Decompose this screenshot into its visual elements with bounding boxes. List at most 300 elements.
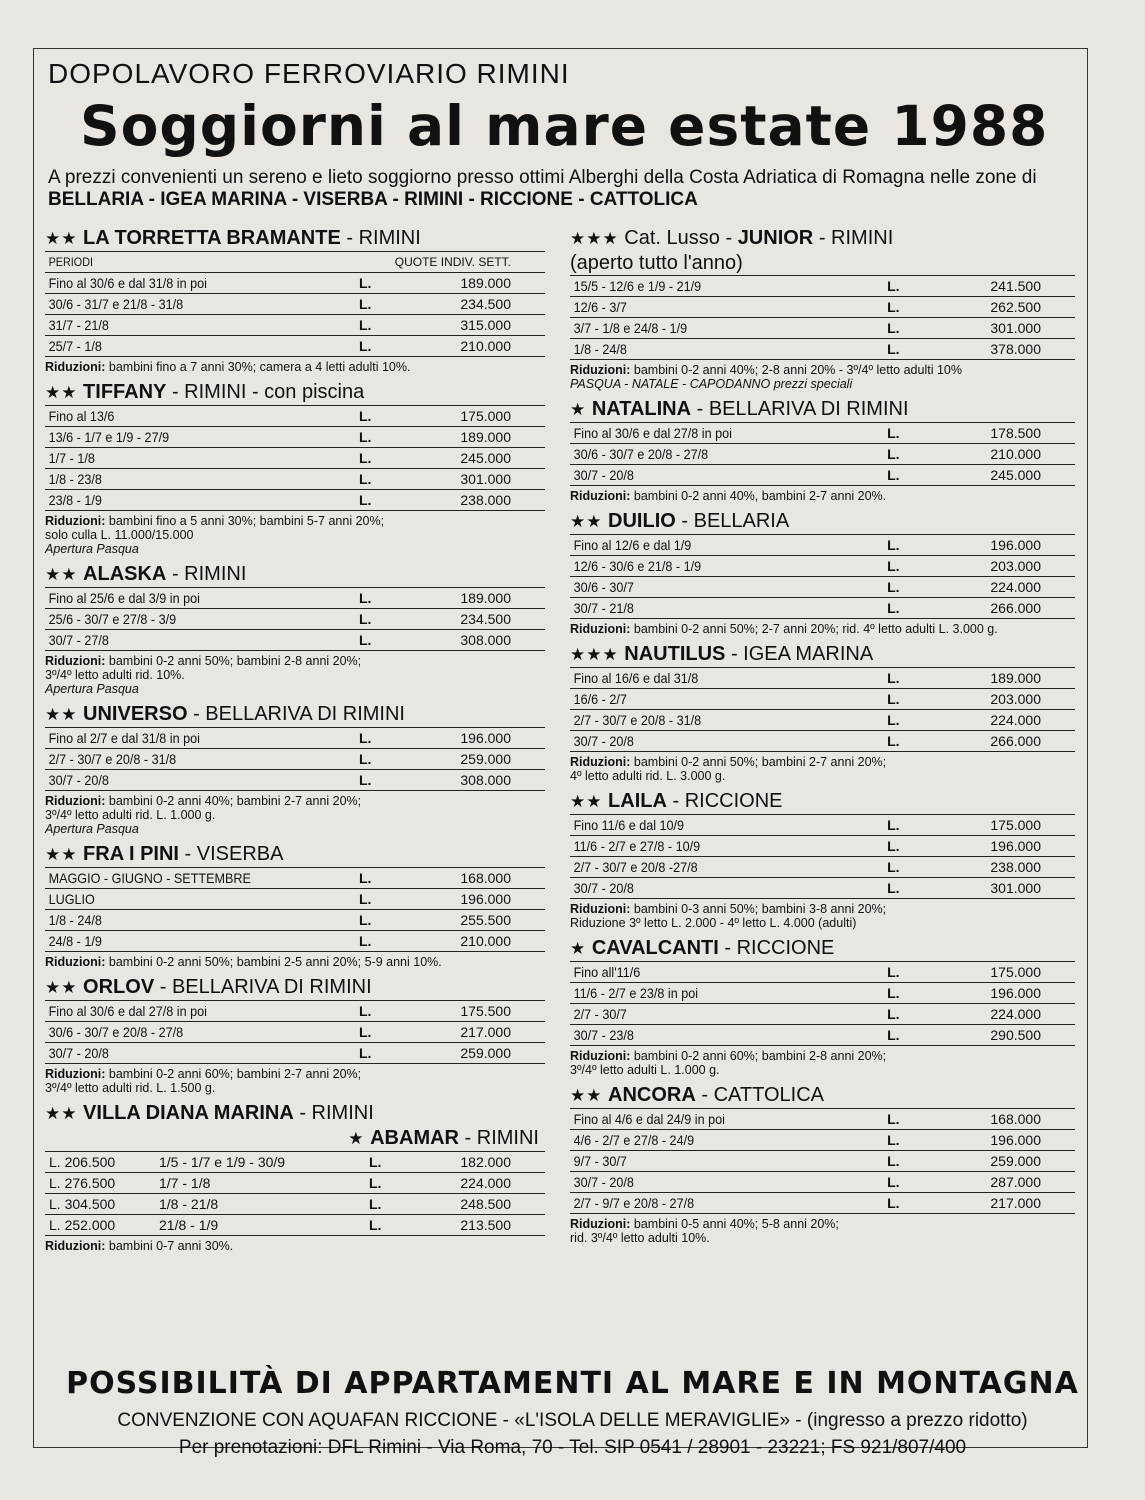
reductions-text: bambini fino a 5 anni 30%; bambini 5-7 anni 20%; [108,514,385,528]
rate-row [570,535,1075,556]
period: 30/6 - 30/7 e 20/8 - 27/8 [570,444,852,465]
period: 30/7 - 20/8 [570,878,852,899]
price: 189.000 [395,427,545,448]
rate-row [45,1194,545,1215]
price: 301.000 [923,878,1075,899]
period: LUGLIO [45,889,324,910]
reductions-note [45,654,545,696]
reductions-line: 3º/4º letto adulti L. 1.000 g. [570,1063,720,1077]
hotel-header [570,789,1075,814]
rate-row [570,815,1075,836]
period: 30/7 - 20/8 [570,731,852,752]
header-quotes: QUOTE INDIV. SETT. [355,252,545,273]
price: 259.000 [395,749,545,770]
reductions-note [570,755,1075,783]
special-note: Apertura Pasqua [45,542,139,556]
period: 30/7 - 20/8 [45,770,324,791]
currency: L. [883,465,923,486]
period: Fino al 4/6 e dal 24/9 in poi [570,1109,852,1130]
price: 189.000 [395,588,545,609]
hotel-header [45,842,545,867]
currency: L. [355,1001,395,1022]
rate-row [570,836,1075,857]
rate-row [570,731,1075,752]
period: MAGGIO - GIUGNO - SETTEMBRE [45,868,324,889]
hotel-location: - BELLARIVA DI RIMINI [154,976,372,998]
rate-row [45,630,545,651]
rate-table [570,1108,1075,1214]
rate-row [45,1001,545,1022]
rate-table [45,251,545,357]
rate-row [45,427,545,448]
rate-row [570,710,1075,731]
star-rating: ★ [570,939,587,958]
rate-table [570,534,1075,619]
rate-table [570,814,1075,899]
period: 13/6 - 1/7 e 1/9 - 27/9 [45,427,324,448]
hotel-location: - RICCIONE [718,937,835,959]
period: 3/7 - 1/8 e 24/8 - 1/9 [570,318,852,339]
star-rating: ★★ [570,792,603,811]
period: 2/7 - 30/7 e 20/8 - 31/8 [570,710,852,731]
rate-row [45,770,545,791]
hotel-orlov [45,975,545,1095]
period: 25/7 - 1/8 [45,336,324,357]
hotel-villa-diana-abamar [45,1101,545,1253]
hotel-name: ANCORA [608,1084,696,1106]
hotel-name: FRA I PINI [83,843,179,865]
reductions-line: rid. 3º/4º letto adulti 10%. [570,1231,710,1245]
rate-row [570,962,1075,983]
rate-row [570,1172,1075,1193]
rate-row [45,1043,545,1064]
reductions-note [45,794,545,836]
abamar-period: 1/5 - 1/7 e 1/9 - 30/9 [155,1152,365,1173]
price: 210.000 [923,444,1075,465]
intro-sentence: A prezzi convenienti un sereno e lieto soggiorno presso ottimi Alberghi della Costa Adriatica di Romagna nelle zone di [48,167,1037,188]
price: 196.000 [395,728,545,749]
price: 255.500 [395,910,545,931]
abamar-period: 1/8 - 21/8 [155,1194,365,1215]
price: 241.500 [923,276,1075,297]
intro-zones: BELLARIA - IGEA MARINA - VISERBA - RIMINI - RICCIONE - CATTOLICA [48,189,698,210]
rate-row [570,1151,1075,1172]
reductions-label: Riduzioni: [45,360,106,374]
price: 168.000 [395,868,545,889]
booking-contact: Per prenotazioni: DFL Rimini - Via Roma, 70 - Tel. SIP 0541 / 28901 - 23221; FS 921/807/400 [178,1437,967,1458]
currency: L. [883,689,923,710]
currency: L. [883,710,923,731]
star-rating: ★★ [45,978,78,997]
period: 30/7 - 20/8 [570,465,852,486]
reductions-text: bambini fino a 7 anni 30%; camera a 4 letti adulti 10%. [108,360,411,374]
rate-row [570,689,1075,710]
rate-row [570,668,1075,689]
currency: L. [355,588,395,609]
period: 12/6 - 3/7 [570,297,852,318]
rate-row [45,1215,545,1236]
period: 11/6 - 2/7 e 23/8 in poi [570,983,852,1004]
rate-table [45,867,545,952]
reductions-note [45,1067,545,1095]
rate-table [570,667,1075,752]
reductions-text: bambini 0-2 anni 40%; bambini 2-7 anni 20%; [108,794,362,808]
currency: L. [355,273,395,294]
reductions-label: Riduzioni: [45,955,106,969]
right-column [570,226,1075,1251]
currency: L. [883,1151,923,1172]
hotel-category: Cat. Lusso - [624,227,738,249]
rate-row [45,749,545,770]
period: 30/6 - 31/7 e 21/8 - 31/8 [45,294,324,315]
rate-row [570,423,1075,444]
rate-table [45,1000,545,1064]
star-rating: ★★ [45,845,78,864]
rate-row [45,490,545,511]
rate-row [45,889,545,910]
hotel-location: - CATTOLICA [695,1084,824,1106]
currency: L. [355,609,395,630]
currency: L. [883,297,923,318]
abamar-price: 213.500 [405,1215,545,1236]
hotel-name: ORLOV [83,976,155,998]
reductions-text: bambini 0-5 anni 40%; 5-8 anni 20%; [633,1217,839,1231]
currency: L. [883,1025,923,1046]
reductions-line [45,1067,545,1081]
currency: L. [883,1172,923,1193]
hotel-alaska [45,562,545,696]
reductions-text: bambini 0-2 anni 40%, bambini 2-7 anni 20%. [633,489,887,503]
period: 30/7 - 20/8 [45,1043,324,1064]
period: 30/7 - 23/8 [570,1025,852,1046]
currency: L. [883,318,923,339]
star-rating: ★★ [45,565,78,584]
star-rating: ★★ [45,705,78,724]
price: 378.000 [923,339,1075,360]
period: 24/8 - 1/9 [45,931,324,952]
star-rating: ★★★ [570,645,619,664]
hotel-location: - RIMINI [459,1127,539,1149]
hotel-universo [45,702,545,836]
price: 175.000 [923,815,1075,836]
price: 196.000 [923,1130,1075,1151]
hotel-header [45,562,545,587]
hotel-name: JUNIOR [737,227,814,249]
period: 1/8 - 24/8 [570,339,852,360]
rate-row [45,336,545,357]
hotel-name: TIFFANY [83,381,167,403]
period: 16/6 - 2/7 [570,689,852,710]
hotel-name: CAVALCANTI [591,937,719,959]
currency: L. [883,276,923,297]
hotel-tiffany [45,380,545,556]
currency: L. [883,857,923,878]
abamar-price: 182.000 [405,1152,545,1173]
hotel-location: - VISERBA [178,843,284,865]
price: 196.000 [923,983,1075,1004]
rate-table-header [45,252,545,273]
abamar-price: 224.000 [405,1173,545,1194]
currency: L. [355,749,395,770]
hotel-location: - IGEA MARINA [725,643,874,665]
price: 210.000 [395,931,545,952]
hotel-header [45,702,545,727]
reductions-note [45,1239,545,1253]
hotel-location: - BELLARIVA DI RIMINI [691,398,909,420]
currency: L. [365,1215,405,1236]
period: 31/7 - 21/8 [45,315,324,336]
special-note: Apertura Pasqua [45,682,139,696]
period: Fino al 2/7 e dal 31/8 in poi [45,728,324,749]
period: 1/8 - 24/8 [45,910,324,931]
reductions-note [45,955,545,969]
period: 4/6 - 2/7 e 27/8 - 24/9 [570,1130,852,1151]
currency: L. [355,427,395,448]
reductions-label: Riduzioni: [45,794,106,808]
special-note: PASQUA - NATALE - CAPODANNO prezzi speciali [570,377,853,391]
hotel-header [570,397,1075,422]
hotel-location: - RIMINI [813,227,894,249]
price: 234.500 [395,294,545,315]
hotel-header [45,226,545,251]
period: 23/8 - 1/9 [45,490,324,511]
reductions-text: bambini 0-3 anni 50%; bambini 3-8 anni 20%; [633,902,887,916]
rate-row [45,1022,545,1043]
apartments-banner: POSSIBILITÀ DI APPARTAMENTI AL MARE E IN MONTAGNA [66,1366,1079,1401]
hotel-header [45,380,545,405]
hotel-name: LAILA [608,790,667,812]
hotel-laila [570,789,1075,930]
star-rating: ★★ [45,229,78,248]
period: 15/5 - 12/6 e 1/9 - 21/9 [570,276,852,297]
star-rating: ★★ [570,1086,603,1105]
reductions-line: solo culla L. 11.000/15.000 [45,528,194,542]
reductions-line [570,363,1075,377]
star-rating: ★ [348,1129,365,1148]
period: 2/7 - 9/7 e 20/8 - 27/8 [570,1193,852,1214]
price: 266.000 [923,731,1075,752]
currency: L. [883,535,923,556]
price: 175.000 [923,962,1075,983]
period: 9/7 - 30/7 [570,1151,852,1172]
rate-row [570,857,1075,878]
hotel-name: DUILIO [608,510,676,532]
reductions-label: Riduzioni: [570,622,631,636]
rate-table [570,422,1075,486]
price: 234.500 [395,609,545,630]
hotel-header [570,1083,1075,1108]
reductions-note [570,1049,1075,1077]
rate-row [45,1173,545,1194]
rate-row [570,1004,1075,1025]
rate-row [45,728,545,749]
period: Fino al 13/6 [45,406,324,427]
reductions-line [570,1217,1075,1231]
currency: L. [883,339,923,360]
price: 308.000 [395,630,545,651]
period: Fino al 12/6 e dal 1/9 [570,535,852,556]
price: 217.000 [395,1022,545,1043]
price: 224.000 [923,710,1075,731]
hotel-location: - RIMINI - con piscina [166,381,365,403]
reductions-note [570,622,1075,636]
price: 245.000 [395,448,545,469]
hotel-location: - RIMINI [293,1102,374,1124]
currency: L. [355,336,395,357]
period: 25/6 - 30/7 e 27/8 - 3/9 [45,609,324,630]
currency: L. [355,1022,395,1043]
price: 196.000 [395,889,545,910]
rate-row [45,294,545,315]
special-note: Apertura Pasqua [45,822,139,836]
currency: L. [883,668,923,689]
reductions-label: Riduzioni: [45,654,106,668]
currency: L. [355,868,395,889]
hotel-header [570,509,1075,534]
period: Fino al 30/6 e dal 31/8 in poi [45,273,324,294]
price: 175.000 [395,406,545,427]
currency: L. [883,731,923,752]
reductions-note [570,902,1075,930]
period: Fino al 30/6 e dal 27/8 in poi [45,1001,324,1022]
period: 30/7 - 20/8 [570,1172,852,1193]
rate-row [570,444,1075,465]
price: 210.000 [395,336,545,357]
star-rating: ★★★ [570,229,619,248]
price: 290.500 [923,1025,1075,1046]
reductions-text: bambini 0-2 anni 50%; bambini 2-8 anni 20%; [108,654,362,668]
period: 2/7 - 30/7 e 20/8 -27/8 [570,857,852,878]
aquafan-convention: CONVENZIONE CON AQUAFAN RICCIONE - «L'ISOLA DELLE MERAVIGLIE» - (ingresso a prezzo ridotto) [117,1410,1028,1431]
rate-row [45,1152,545,1173]
organization-name: DOPOLAVORO FERROVIARIO RIMINI [48,58,570,89]
price: 238.000 [923,857,1075,878]
rate-row [45,609,545,630]
period: 12/6 - 30/6 e 21/8 - 1/9 [570,556,852,577]
currency: L. [883,1193,923,1214]
rate-table [45,405,545,511]
price: 168.000 [923,1109,1075,1130]
reductions-text: bambini 0-7 anni 30%. [108,1239,234,1253]
reductions-line [45,514,545,528]
rate-row [45,588,545,609]
reductions-line: 4º letto adulti rid. L. 3.000 g. [570,769,726,783]
hotel-location: - RICCIONE [666,790,783,812]
reductions-label: Riduzioni: [45,1067,106,1081]
reductions-text: bambini 0-2 anni 50%; bambini 2-7 anni 20%; [633,755,887,769]
period: 11/6 - 2/7 e 27/8 - 10/9 [570,836,852,857]
currency: L. [355,630,395,651]
period: Fino al 30/6 e dal 27/8 in poi [570,423,852,444]
currency: L. [883,878,923,899]
price: 259.000 [923,1151,1075,1172]
period: Fino al 25/6 e dal 3/9 in poi [45,588,324,609]
period: 1/8 - 23/8 [45,469,324,490]
rate-row [570,318,1075,339]
hotel-header [570,642,1075,667]
rate-row [570,297,1075,318]
period: Fino 11/6 e dal 10/9 [570,815,852,836]
currency: L. [355,910,395,931]
currency: L. [355,889,395,910]
currency: L. [365,1194,405,1215]
price: 203.000 [923,689,1075,710]
rate-row [570,1130,1075,1151]
price: 301.000 [395,469,545,490]
reductions-line [45,955,545,969]
rate-row [45,931,545,952]
reductions-line: 3º/4º letto adulti rid. L. 1.000 g. [45,808,216,822]
currency: L. [883,598,923,619]
currency: L. [355,728,395,749]
currency: L. [883,836,923,857]
hotel-location: - RIMINI [340,227,421,249]
reductions-line [45,360,545,374]
reductions-label: Riduzioni: [570,1217,631,1231]
period: 1/7 - 1/8 [45,448,324,469]
hotel-name: NATALINA [591,398,692,420]
hotel-name: LA TORRETTA BRAMANTE [83,227,341,249]
reductions-label: Riduzioni: [570,489,631,503]
reductions-label: Riduzioni: [570,755,631,769]
reductions-label: Riduzioni: [570,902,631,916]
page-title: Soggiorni al mare estate 1988 [80,94,1049,158]
abamar-price: 248.500 [405,1194,545,1215]
hotel-location: - BELLARIA [675,510,790,532]
price: 262.500 [923,297,1075,318]
reductions-line [570,622,1075,636]
rate-row [45,406,545,427]
villa-diana-price: L. 252.000 [45,1215,155,1236]
currency: L. [355,294,395,315]
currency: L. [883,556,923,577]
rate-row [45,315,545,336]
currency: L. [883,444,923,465]
currency: L. [355,448,395,469]
abamar-period: 21/8 - 1/9 [155,1215,365,1236]
rate-row [45,868,545,889]
currency: L. [365,1173,405,1194]
currency: L. [365,1152,405,1173]
reductions-note [570,1217,1075,1245]
hotel-cavalcanti [570,936,1075,1077]
reductions-label: Riduzioni: [570,1049,631,1063]
price: 266.000 [923,598,1075,619]
price: 259.000 [395,1043,545,1064]
reductions-text: bambini 0-2 anni 40%; 2-8 anni 20% - 3º/4º letto adulti 10% [633,363,962,377]
currency: L. [883,815,923,836]
reductions-label: Riduzioni: [45,514,106,528]
reductions-line: 3º/4º letto adulti rid. L. 1.500 g. [45,1081,216,1095]
reductions-label: Riduzioni: [570,363,631,377]
price: 203.000 [923,556,1075,577]
period: Fino al 16/6 e dal 31/8 [570,668,852,689]
price: 189.000 [395,273,545,294]
star-rating: ★★ [570,512,603,531]
currency: L. [883,1130,923,1151]
hotel-ancora [570,1083,1075,1245]
reductions-line: Riduzione 3º letto L. 2.000 - 4º letto L. 4.000 (adulti) [570,916,857,930]
rate-row [570,1109,1075,1130]
period: 30/6 - 30/7 [570,577,852,598]
currency: L. [883,983,923,1004]
reductions-note [45,360,545,374]
hotel-fra-i-pini [45,842,545,969]
period: 30/6 - 30/7 e 20/8 - 27/8 [45,1022,324,1043]
hotel-natalina [570,397,1075,503]
price: 196.000 [923,535,1075,556]
rate-table [45,727,545,791]
